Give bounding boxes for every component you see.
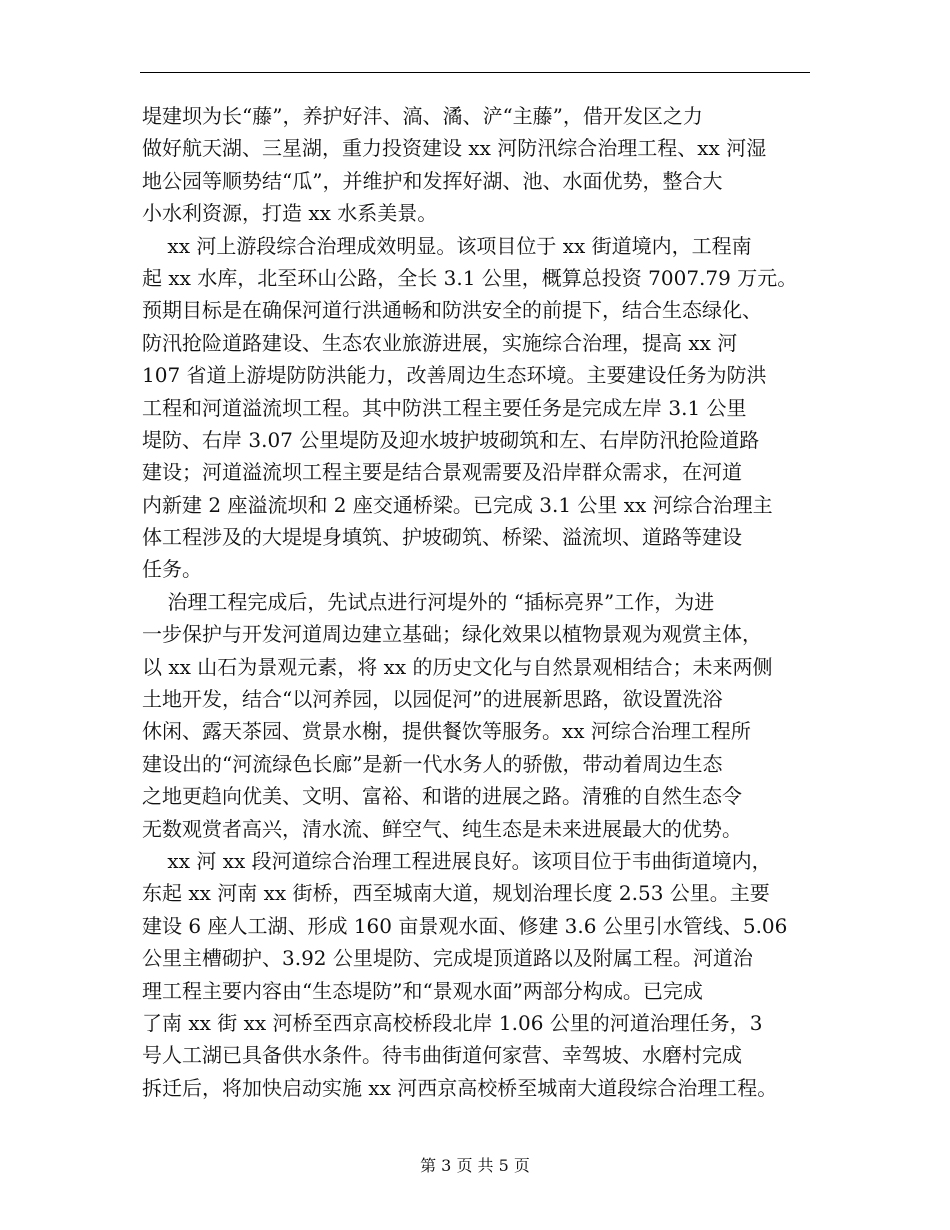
text-line: 任务。	[142, 557, 202, 582]
text-line: 东起 xx 河南 xx 街桥，西至城南大道，规划治理长度 2.53 公里。主要	[142, 881, 770, 906]
text-line: 以 xx 山石为景观元素，将 xx 的历史文化与自然景观相结合；未来两侧	[142, 654, 773, 679]
text-line: 号人工湖已具备供水条件。待韦曲街道何家营、幸驾坡、水磨村完成	[142, 1043, 742, 1068]
document-body	[142, 100, 832, 1104]
text-line: 休闲、露天茶园、赏景水榭，提供餐饮等服务。xx 河综合治理工程所	[142, 719, 751, 744]
text-line: 理工程主要内容由“生态堤防”和“景观水面”两部分构成。已完成	[142, 978, 703, 1003]
text-line: 地公园等顺势结“瓜”，并维护和发挥好湖、池、水面优势，整合大	[142, 168, 723, 193]
text-line: 公里主槽砌护、3.92 公里堤防、完成堤顶道路以及附属工程。河道治	[142, 946, 753, 971]
text-line: 体工程涉及的大堤堤身填筑、护坡砌筑、桥梁、溢流坝、道路等建设	[142, 525, 742, 550]
text-line: 内新建 2 座溢流坝和 2 座交通桥梁。已完成 3.1 公里 xx 河综合治理主	[142, 492, 773, 517]
text-line: 起 xx 水库，北至环山公路，全长 3.1 公里，概算总投资 7007.79 万元。	[142, 265, 798, 290]
text-line: 堤建坝为长“藤”，养护好沣、滈、潏、浐“主藤”，借开发区之力	[142, 104, 703, 128]
text-line: 小水利资源，打造 xx 水系美景。	[142, 201, 438, 226]
text-line: xx 河上游段综合治理成效明显。该项目位于 xx 街道境内，工程南	[142, 233, 752, 258]
page-number: 第 3 页 共 5 页	[420, 1156, 530, 1175]
text-line: 107 省道上游堤防防洪能力，改善周边生态环境。主要建设任务为防洪	[142, 363, 767, 388]
text-line: 堤防、右岸 3.07 公里堤防及迎水坡护坡砌筑和左、右岸防汛抢险道路	[142, 427, 760, 452]
text-line: 建设；河道溢流坝工程主要是结合景观需要及沿岸群众需求，在河道	[142, 460, 742, 485]
text-line: 之地更趋向优美、文明、富裕、和谐的进展之路。清雅的自然生态令	[142, 784, 742, 809]
text-line: 防汛抢险道路建设、生态农业旅游进展，实施综合治理，提高 xx 河	[142, 330, 738, 355]
text-line: 拆迁后，将加快启动实施 xx 河西京高校桥至城南大道段综合治理工程。	[142, 1075, 778, 1100]
text-line: 工程和河道溢流坝工程。其中防洪工程主要任务是完成左岸 3.1 公里	[142, 395, 747, 420]
text-line: 治理工程完成后，先试点进行河堤外的 “插标亮界”工作，为进	[142, 589, 715, 614]
text-line: 一步保护与开发河道周边建立基础；绿化效果以植物景观为观赏主体，	[142, 622, 762, 647]
text-line: 了南 xx 街 xx 河桥至西京高校桥段北岸 1.06 公里的河道治理任务，3	[142, 1010, 763, 1035]
text-line: 建设出的“河流绿色长廊”是新一代水务人的骄傲，带动着周边生态	[142, 751, 723, 776]
text-line: 土地开发，结合“以河养园，以园促河”的进展新思路，欲设置洗浴	[142, 687, 723, 712]
text-line: xx 河 xx 段河道综合治理工程进展良好。该项目位于韦曲街道境内，	[142, 848, 772, 873]
text-line: 预期目标是在确保河道行洪通畅和防洪安全的前提下，结合生态绿化、	[142, 298, 762, 323]
text-line: 建设 6 座人工湖、形成 160 亩景观水面、修建 3.6 公里引水管线、5.06	[142, 913, 788, 938]
text-line: 无数观赏者高兴，清水流、鲜空气、纯生态是未来进展最大的优势。	[142, 816, 742, 841]
header-rule	[140, 72, 810, 73]
text-line: 做好航天湖、三星湖，重力投资建设 xx 河防汛综合治理工程、xx 河湿	[142, 136, 767, 161]
